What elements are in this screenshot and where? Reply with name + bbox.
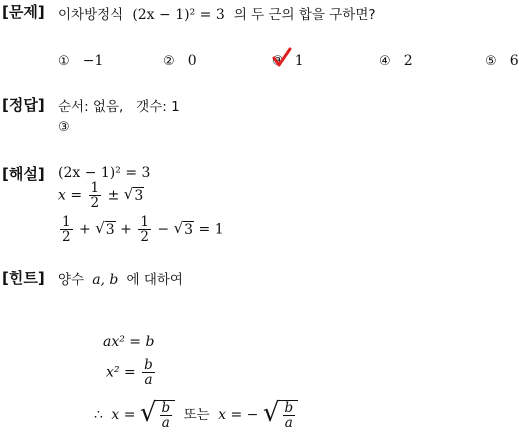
radical-sign-icon: √ xyxy=(123,185,134,204)
fraction xyxy=(60,215,73,244)
problem-equation: (2x − 1)² = 3 xyxy=(132,7,225,23)
choice-1[interactable] xyxy=(58,50,103,69)
square-root xyxy=(263,400,298,430)
radicand: 3 xyxy=(184,222,194,239)
result: = 1 xyxy=(198,221,224,238)
label-problem: [문제] xyxy=(2,3,45,21)
fraction xyxy=(89,181,102,210)
or-text: 또는 xyxy=(183,407,210,424)
choice-marker: ④ xyxy=(379,54,391,69)
choice-marker: ⑤ xyxy=(485,54,497,69)
choice-value: 6 xyxy=(509,53,519,69)
check-mark-icon xyxy=(272,47,292,69)
numerator: b xyxy=(144,357,153,373)
numerator: 1 xyxy=(90,180,100,196)
explanation-line-2 xyxy=(58,181,144,210)
explanation-line-1: (2x − 1)² = 3 xyxy=(58,165,151,181)
operator: + xyxy=(79,221,91,238)
hint-intro xyxy=(58,268,183,288)
problem-prefix: 이차방정식 xyxy=(58,7,124,23)
expr-lhs: x² = xyxy=(106,364,136,381)
answer-marker: ③ xyxy=(58,120,70,135)
square-root xyxy=(174,221,194,238)
choice-value: −1 xyxy=(82,53,104,69)
choice-value: 1 xyxy=(294,53,304,69)
radical-sign-icon: √ xyxy=(173,219,184,238)
denominator: a xyxy=(144,372,153,389)
fraction xyxy=(138,215,151,244)
plus-minus: ± xyxy=(107,187,120,204)
numerator: 1 xyxy=(62,214,71,230)
square-root xyxy=(124,187,144,204)
fraction xyxy=(282,401,295,430)
choice-value: 0 xyxy=(187,53,197,69)
fraction xyxy=(142,358,155,387)
problem-statement xyxy=(58,3,376,23)
operator: − xyxy=(157,221,170,238)
numerator: 1 xyxy=(140,214,149,230)
problem-suffix: 의 두 근의 합을 구하면? xyxy=(233,7,376,23)
numerator: b xyxy=(161,400,171,416)
expr-rhs: x = − xyxy=(218,407,259,424)
choice-2[interactable] xyxy=(163,50,197,69)
radical-sign-icon: √ xyxy=(262,398,280,428)
expr-lhs: x = xyxy=(111,407,136,424)
radical-sign-icon: √ xyxy=(139,398,157,428)
operator: + xyxy=(120,221,132,238)
answer-info: 순서: 없음, 갯수: 1 xyxy=(58,99,180,115)
choice-marker: ① xyxy=(58,54,70,69)
explanation-line-3 xyxy=(58,215,224,244)
denominator: 2 xyxy=(62,229,71,246)
denominator: 2 xyxy=(140,229,149,246)
choice-value: 2 xyxy=(403,53,413,69)
choice-marker: ② xyxy=(163,54,175,69)
label-explanation: [해설] xyxy=(2,165,45,183)
square-root xyxy=(140,400,175,430)
denominator: a xyxy=(284,415,293,432)
denominator: 2 xyxy=(90,195,100,212)
square-root xyxy=(95,221,115,238)
hint-variables: a, b xyxy=(92,272,119,288)
choice-4[interactable] xyxy=(379,50,413,69)
hint-equation-1: ax² = b xyxy=(103,334,155,350)
hint-equation-3 xyxy=(94,400,298,430)
radicand: 3 xyxy=(134,188,144,205)
choice-3[interactable] xyxy=(272,50,304,69)
choice-5[interactable] xyxy=(485,50,519,69)
hint-suffix: 에 대하여 xyxy=(126,272,183,288)
hint-prefix: 양수 xyxy=(58,272,85,288)
expr-lhs: x = xyxy=(58,187,83,204)
hint-equation-2 xyxy=(106,358,157,387)
therefore-icon: ∴ xyxy=(94,407,103,424)
radicand xyxy=(156,400,175,430)
label-hint: [힌트] xyxy=(2,269,45,287)
denominator: a xyxy=(161,415,170,432)
radicand xyxy=(279,400,298,430)
label-answer: [정답] xyxy=(2,96,45,114)
choice-marker: ③ xyxy=(272,54,284,69)
radicand: 3 xyxy=(105,222,115,239)
fraction xyxy=(159,401,172,430)
radical-sign-icon: √ xyxy=(95,219,105,238)
numerator: b xyxy=(284,400,294,416)
